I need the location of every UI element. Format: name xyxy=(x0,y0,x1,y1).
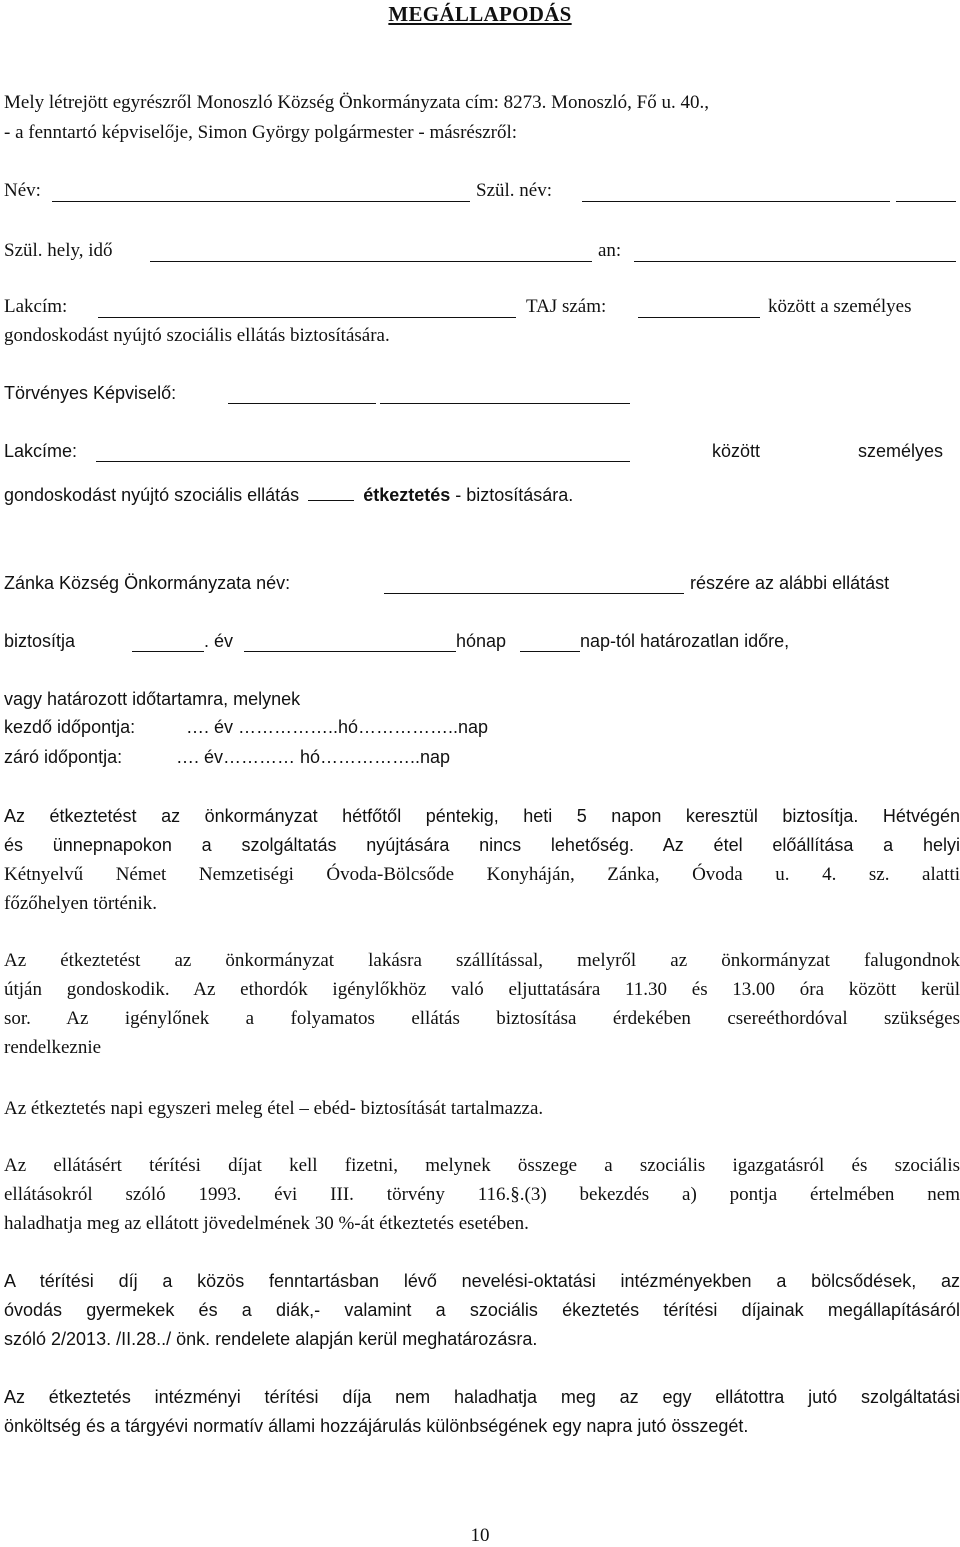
intro-line-1: Mely létrejött egyrészről Monoszló Község Önkormányzata cím: 8273. Monoszló, Fő u. 40., xyxy=(4,92,709,113)
from-day-text: nap-tól határozatlan időre, xyxy=(580,631,790,651)
rep-personal-text: személyes xyxy=(858,441,944,461)
zanka-name-field[interactable] xyxy=(384,576,684,594)
paragraph-2-line: Az étkeztetést az önkormányzat lakásra szállítással, melyről az önkormányzat falugondnok xyxy=(4,950,960,971)
paragraph-3-line: Az étkeztetés napi egyszeri meleg étel – ebéd- biztosítását tartalmazza. xyxy=(4,1098,544,1119)
paragraph-3 xyxy=(4,1094,960,1123)
paragraph-6-line: Az étkeztetés intézményi térítési díja nem haladhatja meg az egy ellátottra jutó szolgáltatási xyxy=(4,1387,960,1407)
intro-line-2: - a fenntartó képviselője, Simon György polgármester - másrészről: xyxy=(4,122,518,143)
paragraph-1-line: főzőhelyen történik. xyxy=(4,893,158,914)
care-line-2 xyxy=(4,484,573,506)
zanka-line-post: részére az alábbi ellátást xyxy=(690,573,890,593)
birth-name-label: Szül. név: xyxy=(476,180,552,201)
care-line-2-pre: gondoskodást nyújtó szociális ellátás xyxy=(4,485,300,505)
birth-place-field[interactable] xyxy=(150,244,592,262)
paragraph-6-line: önköltség és a tárgyévi normatív állami hozzájárulás különbségének egy napra jutó összegét. xyxy=(4,1416,749,1436)
paragraph-5-line: szóló 2/2013. /II.28../ önk. rendelete alapján kerül meghatározásra. xyxy=(4,1329,538,1349)
paragraph-5 xyxy=(4,1267,960,1354)
start-date-label: kezdő időpontja: xyxy=(4,717,136,737)
paragraph-1 xyxy=(4,802,960,918)
paragraph-2-line: útján gondoskodik. Az ethordók igénylőkhöz való eljuttatására 11.30 és 13.00 óra között kerül xyxy=(4,979,960,1000)
legal-rep-field[interactable] xyxy=(228,386,376,404)
mother-name-label: an: xyxy=(598,240,622,261)
care-line-2-post: - biztosítására. xyxy=(455,485,574,505)
paragraph-4-line: haladhatja meg az ellátott jövedelmének 30 %-át étkeztetés esetében. xyxy=(4,1213,529,1234)
name-field[interactable] xyxy=(52,184,470,202)
paragraph-1-line: Az étkeztetést az önkormányzat hétfőtől péntekig, heti 5 napon keresztül biztosítja. Hétvégén xyxy=(4,806,960,826)
paragraph-5-line: A térítési díj a közös fenntartásban lévő nevelési-oktatási intézményekben a bölcsődések, az xyxy=(4,1271,960,1291)
dash-line xyxy=(308,489,354,501)
document-title: MEGÁLLAPODÁS xyxy=(388,2,572,26)
catering-bold: étkeztetés xyxy=(363,485,451,505)
end-date-value: …. év………… hó……………..nap xyxy=(176,747,451,767)
taj-field[interactable] xyxy=(638,300,760,318)
paragraph-1-line: Kétnyelvű Német Nemzetiségi Óvoda-Bölcsőde Konyháján, Zánka, Óvoda u. 4. sz. alatti xyxy=(4,864,960,885)
address-field[interactable] xyxy=(98,300,516,318)
birth-name-field-extra[interactable] xyxy=(896,184,956,202)
rep-address-label: Lakcíme: xyxy=(4,441,78,461)
month-field[interactable] xyxy=(520,634,580,652)
year-field[interactable] xyxy=(244,634,456,652)
name-label: Név: xyxy=(4,180,41,201)
fixed-term-line: vagy határozott időtartamra, melynek xyxy=(4,689,301,709)
start-date-value: …. év ……………..hó……………..nap xyxy=(186,717,489,737)
provides-label: biztosítja xyxy=(4,631,76,651)
zanka-line-pre: Zánka Község Önkormányzata név: xyxy=(4,573,291,593)
birth-place-label: Szül. hely, idő xyxy=(4,240,113,261)
paragraph-2-line: sor. Az igénylőnek a folyamatos ellátás biztosítása érdekében csereéthordóval szükséges xyxy=(4,1008,960,1029)
paragraph-6 xyxy=(4,1383,960,1441)
paragraph-4 xyxy=(4,1151,960,1238)
taj-label: TAJ szám: xyxy=(526,296,607,317)
rep-between-text: között xyxy=(712,441,761,461)
legal-rep-label: Törvényes Képviselő: xyxy=(4,383,177,403)
legal-rep-field-2[interactable] xyxy=(380,386,630,404)
page-number: 10 xyxy=(470,1525,490,1546)
paragraph-4-line: Az ellátásért térítési díjat kell fizetni, melynek összege a szociális igazgatásról és szociális xyxy=(4,1155,960,1176)
provides-field[interactable] xyxy=(132,634,204,652)
between-text: között a személyes xyxy=(768,296,912,317)
paragraph-5-line: óvodás gyermekek és a diák,- valamint a szociális ékeztetés térítési díjainak megállapításáról xyxy=(4,1300,960,1320)
birth-name-field[interactable] xyxy=(582,184,890,202)
month-label: hónap xyxy=(456,631,507,651)
paragraph-4-line: ellátásokról szóló 1993. évi III. törvény 116.§.(3) bekezdés a) pontja értelmében nem xyxy=(4,1184,960,1205)
paragraph-1-line: és ünnepnapokon a szolgáltatás nyújtására nincs lehetőség. Az étel előállítása a helyi xyxy=(4,835,960,855)
end-date-label: záró időpontja: xyxy=(4,747,123,767)
year-label: . év xyxy=(204,631,234,651)
paragraph-2-line: rendelkeznie xyxy=(4,1037,102,1058)
rep-address-field[interactable] xyxy=(96,444,630,462)
mother-name-field[interactable] xyxy=(634,244,956,262)
address-label: Lakcím: xyxy=(4,296,68,317)
paragraph-2 xyxy=(4,946,960,1062)
care-line-1: gondoskodást nyújtó szociális ellátás biztosítására. xyxy=(4,325,390,346)
